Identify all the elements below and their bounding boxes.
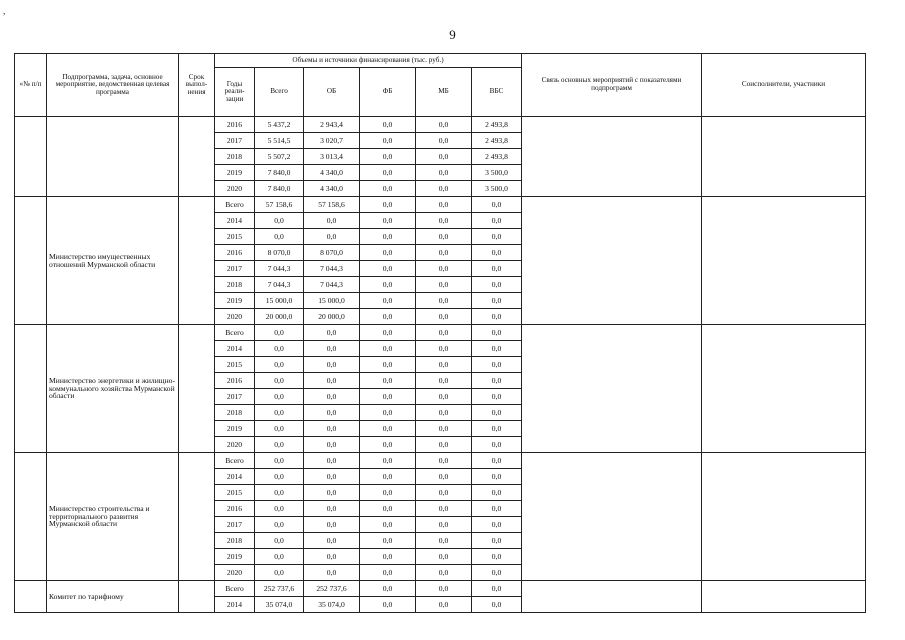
executor-name: Комитет по тарифному <box>47 581 179 613</box>
mb-value: 0,0 <box>416 565 472 581</box>
year-cell: 2016 <box>215 501 255 517</box>
header-coexecutors: Соисполнители, участники <box>702 54 866 117</box>
ob-value: 57 158,6 <box>304 197 360 213</box>
year-cell: 2018 <box>215 277 255 293</box>
total-value: 15 000,0 <box>255 293 304 309</box>
link-cell <box>522 197 702 325</box>
total-value: 0,0 <box>255 549 304 565</box>
total-value: 7 044,3 <box>255 261 304 277</box>
vbs-value: 3 500,0 <box>472 165 522 181</box>
year-cell: 2017 <box>215 261 255 277</box>
funding-table <box>14 53 866 613</box>
vbs-value: 0,0 <box>472 325 522 341</box>
fb-value: 0,0 <box>360 149 416 165</box>
vbs-value: 0,0 <box>472 213 522 229</box>
total-value: 0,0 <box>255 389 304 405</box>
mb-value: 0,0 <box>416 325 472 341</box>
row-number-cell <box>15 581 47 613</box>
mb-value: 0,0 <box>416 133 472 149</box>
row-number-cell <box>15 453 47 581</box>
table-row <box>15 117 866 133</box>
vbs-value: 0,0 <box>472 469 522 485</box>
row-number-cell <box>15 117 47 197</box>
ob-value: 0,0 <box>304 357 360 373</box>
table-row <box>15 581 866 597</box>
total-value: 0,0 <box>255 421 304 437</box>
total-value: 0,0 <box>255 373 304 389</box>
total-value: 5 507,2 <box>255 149 304 165</box>
total-value: 0,0 <box>255 325 304 341</box>
header-link: Связь основных мероприятий с показателями подпрограмм <box>522 54 702 117</box>
vbs-value: 0,0 <box>472 405 522 421</box>
table-row <box>15 453 866 469</box>
total-value: 7 044,3 <box>255 277 304 293</box>
total-value: 0,0 <box>255 453 304 469</box>
table-row <box>15 197 866 213</box>
executor-name: Министерство имущественных отношений Мурманской области <box>47 197 179 325</box>
ob-value: 0,0 <box>304 373 360 389</box>
ob-value: 0,0 <box>304 325 360 341</box>
fb-value: 0,0 <box>360 117 416 133</box>
mb-value: 0,0 <box>416 597 472 613</box>
total-value: 0,0 <box>255 405 304 421</box>
mb-value: 0,0 <box>416 245 472 261</box>
mb-value: 0,0 <box>416 229 472 245</box>
vbs-value: 0,0 <box>472 197 522 213</box>
ob-value: 0,0 <box>304 501 360 517</box>
vbs-value: 0,0 <box>472 229 522 245</box>
vbs-value: 0,0 <box>472 357 522 373</box>
header-term: Срок выпол-нения <box>179 54 215 117</box>
corner-mark: , <box>3 6 6 16</box>
year-cell: 2014 <box>215 469 255 485</box>
header-ob: ОБ <box>304 68 360 117</box>
year-cell: 2016 <box>215 373 255 389</box>
year-cell: 2015 <box>215 229 255 245</box>
year-cell: Всего <box>215 325 255 341</box>
executor-name: Министерство энергетики и жилищно-коммунального хозяйства Мурманской области <box>47 325 179 453</box>
header-total: Всего <box>255 68 304 117</box>
total-value: 0,0 <box>255 437 304 453</box>
ob-value: 2 943,4 <box>304 117 360 133</box>
fb-value: 0,0 <box>360 581 416 597</box>
term-cell <box>179 581 215 613</box>
vbs-value: 0,0 <box>472 437 522 453</box>
total-value: 5 437,2 <box>255 117 304 133</box>
year-cell: Всего <box>215 581 255 597</box>
row-number-cell <box>15 325 47 453</box>
ob-value: 3 020,7 <box>304 133 360 149</box>
fb-value: 0,0 <box>360 245 416 261</box>
fb-value: 0,0 <box>360 181 416 197</box>
fb-value: 0,0 <box>360 565 416 581</box>
fb-value: 0,0 <box>360 325 416 341</box>
mb-value: 0,0 <box>416 373 472 389</box>
ob-value: 7 044,3 <box>304 261 360 277</box>
mb-value: 0,0 <box>416 181 472 197</box>
vbs-value: 0,0 <box>472 517 522 533</box>
ob-value: 35 074,0 <box>304 597 360 613</box>
vbs-value: 0,0 <box>472 533 522 549</box>
fb-value: 0,0 <box>360 549 416 565</box>
ob-value: 0,0 <box>304 437 360 453</box>
mb-value: 0,0 <box>416 357 472 373</box>
year-cell: Всего <box>215 453 255 469</box>
header-fb: ФБ <box>360 68 416 117</box>
total-value: 57 158,6 <box>255 197 304 213</box>
mb-value: 0,0 <box>416 405 472 421</box>
mb-value: 0,0 <box>416 341 472 357</box>
fb-value: 0,0 <box>360 309 416 325</box>
ob-value: 8 070,0 <box>304 245 360 261</box>
total-value: 0,0 <box>255 565 304 581</box>
ob-value: 7 044,3 <box>304 277 360 293</box>
executor-name: Министерство строительства и территориального развития Мурманской области <box>47 453 179 581</box>
fb-value: 0,0 <box>360 469 416 485</box>
mb-value: 0,0 <box>416 261 472 277</box>
year-cell: 2020 <box>215 565 255 581</box>
total-value: 0,0 <box>255 517 304 533</box>
year-cell: 2015 <box>215 357 255 373</box>
row-number-cell <box>15 197 47 325</box>
total-value: 0,0 <box>255 485 304 501</box>
fb-value: 0,0 <box>360 501 416 517</box>
vbs-value: 0,0 <box>472 581 522 597</box>
ob-value: 252 737,6 <box>304 581 360 597</box>
year-cell: 2020 <box>215 181 255 197</box>
fb-value: 0,0 <box>360 373 416 389</box>
mb-value: 0,0 <box>416 277 472 293</box>
term-cell <box>179 117 215 197</box>
ob-value: 3 013,4 <box>304 149 360 165</box>
mb-value: 0,0 <box>416 485 472 501</box>
mb-value: 0,0 <box>416 469 472 485</box>
year-cell: Всего <box>215 197 255 213</box>
mb-value: 0,0 <box>416 309 472 325</box>
fb-value: 0,0 <box>360 421 416 437</box>
ob-value: 0,0 <box>304 421 360 437</box>
header-vbs: ВБС <box>472 68 522 117</box>
total-value: 252 737,6 <box>255 581 304 597</box>
vbs-value: 0,0 <box>472 293 522 309</box>
year-cell: 2020 <box>215 309 255 325</box>
fb-value: 0,0 <box>360 517 416 533</box>
link-cell <box>522 453 702 581</box>
total-value: 0,0 <box>255 501 304 517</box>
mb-value: 0,0 <box>416 117 472 133</box>
vbs-value: 0,0 <box>472 373 522 389</box>
mb-value: 0,0 <box>416 213 472 229</box>
header-program: Подпрограмма, задача, основное мероприятие, ведомственная целевая программа <box>47 54 179 117</box>
mb-value: 0,0 <box>416 197 472 213</box>
ob-value: 0,0 <box>304 517 360 533</box>
ob-value: 0,0 <box>304 229 360 245</box>
year-cell: 2018 <box>215 149 255 165</box>
ob-value: 0,0 <box>304 469 360 485</box>
mb-value: 0,0 <box>416 293 472 309</box>
ob-value: 4 340,0 <box>304 165 360 181</box>
mb-value: 0,0 <box>416 165 472 181</box>
year-cell: 2017 <box>215 389 255 405</box>
year-cell: 2014 <box>215 597 255 613</box>
term-cell <box>179 325 215 453</box>
vbs-value: 0,0 <box>472 501 522 517</box>
vbs-value: 0,0 <box>472 341 522 357</box>
ob-value: 0,0 <box>304 389 360 405</box>
vbs-value: 0,0 <box>472 421 522 437</box>
total-value: 5 514,5 <box>255 133 304 149</box>
mb-value: 0,0 <box>416 453 472 469</box>
coexecutors-cell <box>702 581 866 613</box>
vbs-value: 2 493,8 <box>472 133 522 149</box>
fb-value: 0,0 <box>360 597 416 613</box>
fb-value: 0,0 <box>360 293 416 309</box>
ob-value: 0,0 <box>304 565 360 581</box>
vbs-value: 3 500,0 <box>472 181 522 197</box>
year-cell: 2019 <box>215 549 255 565</box>
year-cell: 2016 <box>215 117 255 133</box>
header-mb: МБ <box>416 68 472 117</box>
link-cell <box>522 117 702 197</box>
year-cell: 2017 <box>215 133 255 149</box>
total-value: 0,0 <box>255 229 304 245</box>
total-value: 0,0 <box>255 213 304 229</box>
term-cell <box>179 453 215 581</box>
coexecutors-cell <box>702 325 866 453</box>
mb-value: 0,0 <box>416 421 472 437</box>
fb-value: 0,0 <box>360 453 416 469</box>
total-value: 0,0 <box>255 469 304 485</box>
term-cell <box>179 197 215 325</box>
fb-value: 0,0 <box>360 213 416 229</box>
total-value: 0,0 <box>255 341 304 357</box>
coexecutors-cell <box>702 453 866 581</box>
year-cell: 2020 <box>215 437 255 453</box>
fb-value: 0,0 <box>360 261 416 277</box>
year-cell: 2017 <box>215 517 255 533</box>
year-cell: 2018 <box>215 405 255 421</box>
fb-value: 0,0 <box>360 133 416 149</box>
ob-value: 0,0 <box>304 549 360 565</box>
vbs-value: 0,0 <box>472 245 522 261</box>
mb-value: 0,0 <box>416 437 472 453</box>
total-value: 35 074,0 <box>255 597 304 613</box>
vbs-value: 0,0 <box>472 309 522 325</box>
ob-value: 15 000,0 <box>304 293 360 309</box>
vbs-value: 2 493,8 <box>472 117 522 133</box>
vbs-value: 0,0 <box>472 549 522 565</box>
year-cell: 2016 <box>215 245 255 261</box>
vbs-value: 0,0 <box>472 389 522 405</box>
ob-value: 0,0 <box>304 341 360 357</box>
total-value: 8 070,0 <box>255 245 304 261</box>
ob-value: 0,0 <box>304 485 360 501</box>
vbs-value: 0,0 <box>472 485 522 501</box>
header-funding-group: Объемы и источники финансирования (тыс. руб.) <box>215 54 522 68</box>
link-cell <box>522 325 702 453</box>
coexecutors-cell <box>702 117 866 197</box>
total-value: 20 000,0 <box>255 309 304 325</box>
fb-value: 0,0 <box>360 277 416 293</box>
year-cell: 2018 <box>215 533 255 549</box>
year-cell: 2019 <box>215 421 255 437</box>
fb-value: 0,0 <box>360 437 416 453</box>
vbs-value: 2 493,8 <box>472 149 522 165</box>
total-value: 7 840,0 <box>255 181 304 197</box>
page-number: 9 <box>449 27 456 42</box>
mb-value: 0,0 <box>416 389 472 405</box>
link-cell <box>522 581 702 613</box>
year-cell: 2015 <box>215 485 255 501</box>
mb-value: 0,0 <box>416 501 472 517</box>
ob-value: 0,0 <box>304 213 360 229</box>
ob-value: 0,0 <box>304 405 360 421</box>
total-value: 0,0 <box>255 357 304 373</box>
fb-value: 0,0 <box>360 389 416 405</box>
year-cell: 2019 <box>215 165 255 181</box>
fb-value: 0,0 <box>360 485 416 501</box>
year-cell: 2019 <box>215 293 255 309</box>
executor-name <box>47 117 179 197</box>
fb-value: 0,0 <box>360 405 416 421</box>
mb-value: 0,0 <box>416 517 472 533</box>
vbs-value: 0,0 <box>472 277 522 293</box>
fb-value: 0,0 <box>360 229 416 245</box>
fb-value: 0,0 <box>360 197 416 213</box>
header-years: Годы реали-зации <box>215 68 255 117</box>
ob-value: 0,0 <box>304 453 360 469</box>
ob-value: 20 000,0 <box>304 309 360 325</box>
vbs-value: 0,0 <box>472 261 522 277</box>
total-value: 0,0 <box>255 533 304 549</box>
mb-value: 0,0 <box>416 533 472 549</box>
vbs-value: 0,0 <box>472 565 522 581</box>
fb-value: 0,0 <box>360 341 416 357</box>
vbs-value: 0,0 <box>472 453 522 469</box>
fb-value: 0,0 <box>360 533 416 549</box>
fb-value: 0,0 <box>360 165 416 181</box>
year-cell: 2014 <box>215 341 255 357</box>
year-cell: 2014 <box>215 213 255 229</box>
header-no: «№ п/п <box>15 54 47 117</box>
table-row <box>15 325 866 341</box>
vbs-value: 0,0 <box>472 597 522 613</box>
fb-value: 0,0 <box>360 357 416 373</box>
ob-value: 4 340,0 <box>304 181 360 197</box>
coexecutors-cell <box>702 197 866 325</box>
mb-value: 0,0 <box>416 149 472 165</box>
mb-value: 0,0 <box>416 549 472 565</box>
total-value: 7 840,0 <box>255 165 304 181</box>
mb-value: 0,0 <box>416 581 472 597</box>
ob-value: 0,0 <box>304 533 360 549</box>
